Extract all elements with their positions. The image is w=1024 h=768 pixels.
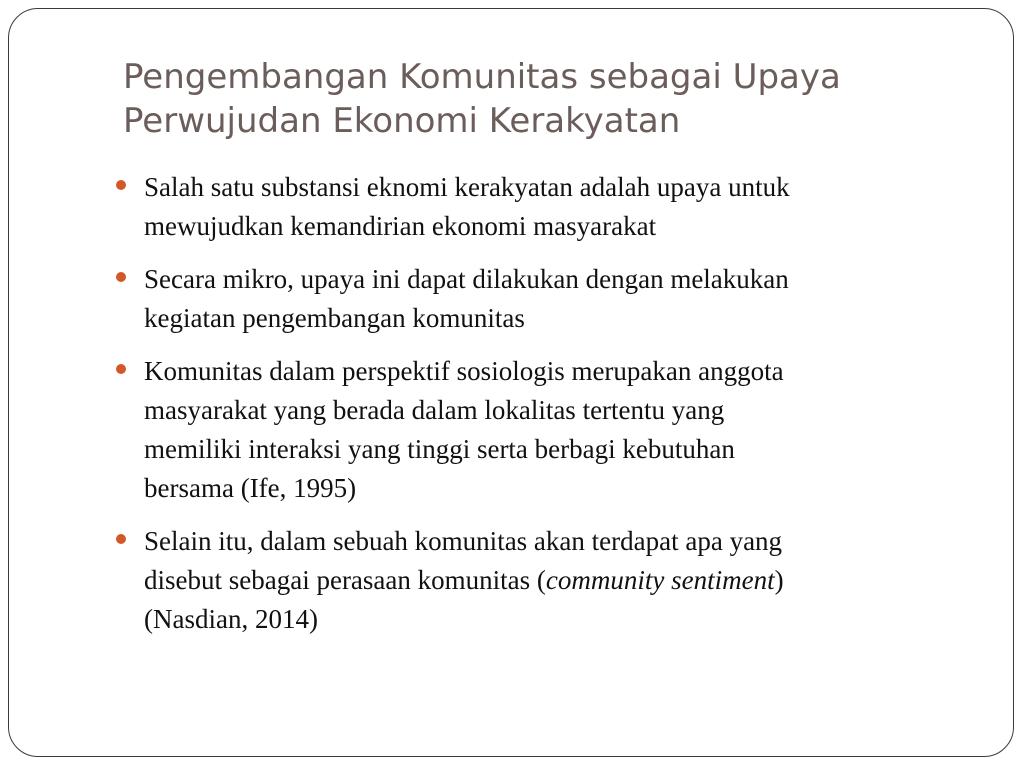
bullet-3-line-1: Komunitas dalam perspektif sosiologis merupakan anggota — [144, 356, 784, 386]
bullet-marker-icon — [116, 180, 126, 190]
bullet-marker-icon — [116, 272, 126, 282]
bullet-4-italic-term: community sentiment — [545, 565, 775, 595]
bullet-4-line-3: (Nasdian, 2014) — [144, 604, 318, 634]
bullet-4-line-2-text: disebut sebagai perasaan komunitas ( — [144, 565, 546, 595]
bullet-4-line-1: Selain itu, dalam sebuah komunitas akan terdapat apa yang — [144, 526, 783, 556]
bullet-marker-icon — [116, 364, 126, 374]
bullet-2-line-2: kegiatan pengembangan komunitas — [144, 303, 525, 333]
bullet-marker-icon — [116, 534, 126, 544]
bullet-4-line-2 — [144, 561, 944, 600]
bullet-3-line-2: masyarakat yang berada dalam lokalitas tertentu yang — [144, 395, 725, 425]
bullet-4-closing-paren: ) — [774, 565, 784, 595]
bullet-3-line-3: memiliki interaksi yang tinggi serta berbagi kebutuhan — [144, 434, 735, 464]
bullet-3-line-4: bersama (Ife, 1995) — [144, 473, 357, 503]
bullet-2-line-1: Secara mikro, upaya ini dapat dilakukan dengan melakukan — [144, 264, 789, 294]
slide-title-line-2: Perwujudan Ekonomi Kerakyatan — [123, 101, 681, 141]
bullet-list — [114, 168, 944, 653]
bullet-1-line-2: mewujudkan kemandirian ekonomi masyarakat — [144, 211, 657, 241]
bullet-item-3 — [114, 352, 944, 508]
slide-title — [123, 55, 983, 143]
bullet-item-2 — [114, 260, 944, 338]
bullet-1-line-1: Salah satu substansi eknomi kerakyatan adalah upaya untuk — [144, 172, 790, 202]
slide-title-line-1: Pengembangan Komunitas sebagai Upaya — [123, 57, 841, 97]
bullet-item-1 — [114, 168, 944, 246]
bullet-item-4 — [114, 522, 944, 639]
